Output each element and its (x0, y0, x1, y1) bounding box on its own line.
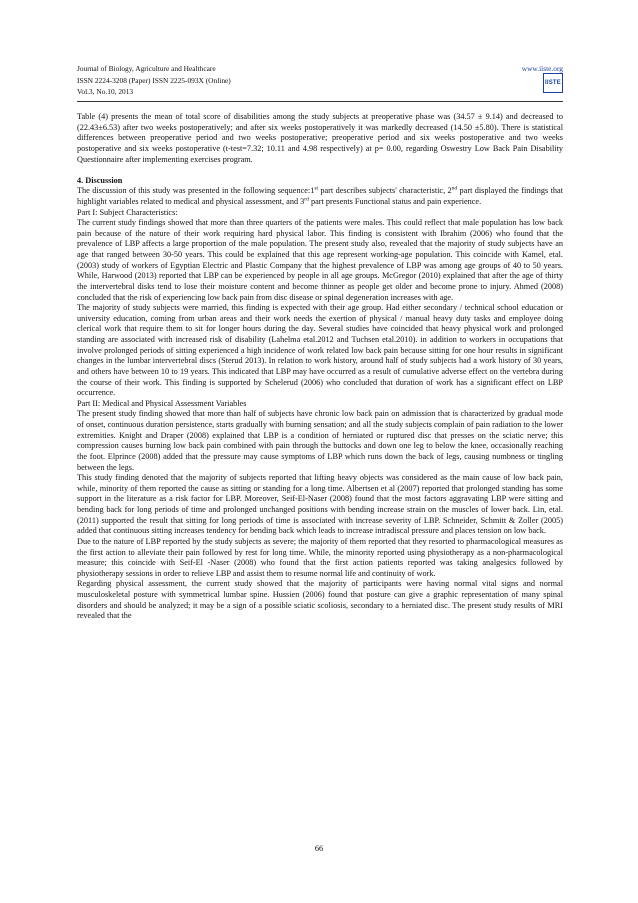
iiste-logo-icon (543, 73, 563, 93)
journal-issn: ISSN 2224-3208 (Paper) ISSN 2225-093X (Online) (77, 75, 231, 85)
journal-title: Journal of Biology, Agriculture and Healthcare (77, 64, 216, 73)
paragraph-lifting: This study finding denoted that the majority of subjects reported that lifting heavy objects was considered as the main cause of low back pain, while, minority of them reported the cause as sitting or standing for a long time. Albertsen et al (2007) reported that prolonged standing has some support in the literature as a risk factor for LBP. Moreover, Seif-El-Naser (2008) found that the most factors aggravating LBP were sitting and bending back for long periods of time and prolonged unchanged positions with bending increase strain on the muscles of lower back. Lin, etal.(2011) supported the result that sitting for long periods of time is associated with increase severity of LBP. Schneider, Schmitt & Zoller (2005) added that continuous sitting increases tendency for bending back which leads to increase intradiscal pressure and places tension on low back. (77, 473, 563, 536)
page-number: 66 (314, 844, 324, 853)
part2-heading: Part II: Medical and Physical Assessment Variables (77, 398, 247, 408)
paragraph-pharmacological: Due to the nature of LBP reported by the study subjects as severe; the majority of them reported that they resorted to pharmacological measures as the first action to alleviate their pain followed by rest for long time. While, the minority reported using physiotherapy as a non-pharmacological measure; this coincide with Seif-El -Naser (2008) who found that the first action patients reported was taking analgesics followed by physiotherapy sessions in order to relieve LBP and assist them to resume normal life and continuity of work. (77, 536, 563, 578)
paragraph-sequence: The discussion of this study was presented in the following sequence:1st part describes subjects' characteristic, 2nd part displayed the findings that highlight variables related to medical and physical assessment, and 3rd part presents Functional status and pain experience. (77, 185, 564, 206)
part1-heading: Part I: Subject Characteristics: (77, 207, 178, 217)
paragraph-physical-assessment: Regarding physical assessment, the current study showed that the majority of participants were having normal vital signs and normal musculoskeletal posture with symmetrical lumbar spine. Hussien (2006) found that posture can give a graphic representation of many spinal disorders and should be analyzed; it may be a sign of a possible sciatic scoliosis, secondary to a herniated disc. The present study results of MRI revealed that the (77, 579, 563, 621)
header-divider (77, 101, 563, 102)
logo-text: IISTE (544, 80, 561, 86)
paragraph-characteristics: The current study findings showed that more than three quarters of the patients were males. This could reflect that male population has low back pain because of the nature of their work requiring hard physical labor. This finding is consistent with Ibrahim (2006) who found that the prevalence of LBP affects a large proportion of the male population. The present study also, revealed that the majority of study subjects have an age that ranged between 30-50 years. This could be explained that this age represent working-age population. This coincide with Kamel, etal.(2003) study of workers of Egyptian Electric and Plastic Company that the highest prevalence of LBP was among age groups of 40 to 50 years. While, Harwood (2013) reported that LBP can be experienced by people in all age groups. McGregor (2010) explained that after the age of thirty the intervertebral disks tend to lose their moisture content and become thinner as people get older and become prone to injury. Ahmed (2008) concluded that the risk of experiencing low back pain from disc disease or spinal degeneration increases with age. (77, 218, 563, 302)
journal-volume: Vol.3, No.10, 2013 (77, 87, 134, 96)
journal-header (77, 63, 563, 98)
journal-url-link[interactable]: www.iiste.org (521, 64, 563, 73)
article-body (77, 112, 563, 622)
paragraph-table4: Table (4) presents the mean of total score of disabilities among the study subjects at preoperative phase was (34.57 ± 9.14) and decreased to (22.43±6.53) after two weeks postoperatively; and after six weeks postoperatively it was markedly decreased (14.50 ±5.80). There is statistical differences between preoperative period and two weeks postoperative; preoperative period and six weeks postoperative and two weeks postoperative and six weeks postoperative (t-test=7.32; 10.11 and 4.98 respectively) at p= 0.00, regarding Oswestry Low Back Pain Disability Questionnaire after implementing exercises program. (77, 112, 563, 164)
paragraph-marital: The majority of study subjects were married, this finding is expected with their age group. Had either secondary / technical school education or university education, coming from urban areas and their work needs the exertion of physical / manual heavy duty tasks and employee doing clerical work that require them to sit for longer hours during the day. Several studies have coincided that heavy physical work and prolonged standing are associated with increased risk of disability (Lahelma etal.2012 and Tuchsen etal.2010). in addition to workers in occupations that involve prolonged periods of sitting experienced a high incidence of work related low back pain because sitting for one hour results in significant changes in the lumbar intervertebral discs (Sterud 2013). In relation to work history, around half of study subjects had a work history of 30 years, and others have between 10 to 19 years. This indicated that LBP may have occurred as a result of cumulative adverse effect on the vertebra during the course of their work. This finding is supported by Schelerud (2006) who concluded that duration of work has a significant effect on LBP occurrence. (77, 303, 563, 398)
discussion-heading: 4. Discussion (77, 175, 123, 185)
paragraph-chronic-pain: The present study finding showed that more than half of subjects have chronic low back pain on admission that is characterized by gradual mode of onset, continuous duration persistence, starts gradually with burning sensation; and all the study subjects complain of pain radiation to the lower extremities. Knight and Draper (2008) explained that LBP is a condition of herniated or ruptured disc that presses on the sciatic nerve; this compression causes burning low back pain combined with pain through the buttocks and down one leg to below the knee, occasionally reaching the foot. Elprince (2008) added that the pressure may cause symptoms of LBP which runs down the back of legs, causing numbness or tingling between the legs. (77, 409, 563, 472)
